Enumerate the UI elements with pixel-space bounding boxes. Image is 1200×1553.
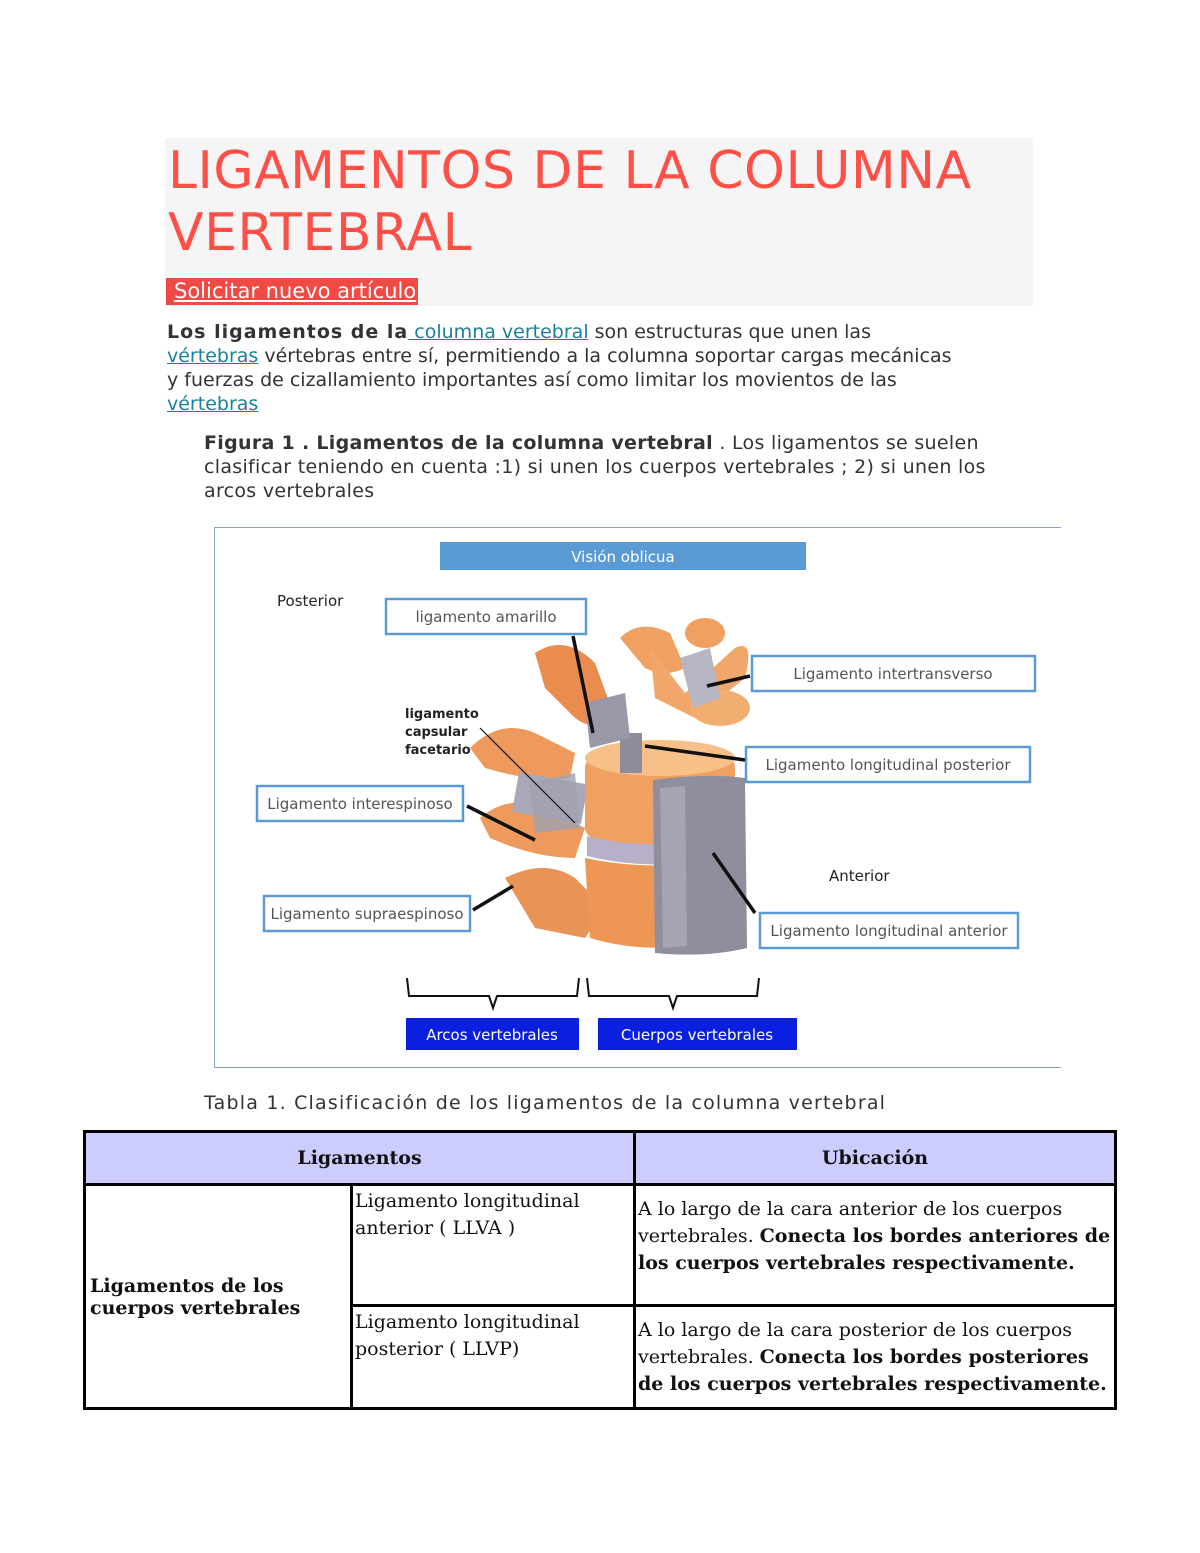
- row-ubicacion-llva: [635, 1185, 1116, 1306]
- ubic-bold-llvp: Conecta los bordes posteriores de los cuerpos vertebrales respectivamente.: [638, 1346, 1107, 1395]
- capsular-line-3: facetario: [405, 743, 471, 758]
- brace-arcos: [407, 978, 579, 1008]
- label-intertransverso: Ligamento intertransverso: [793, 665, 993, 683]
- vertebra-illustration: [470, 618, 750, 955]
- group-cell: Ligamentos de los cuerpos vertebrales: [85, 1185, 352, 1409]
- link-vertebras-1[interactable]: vértebras: [167, 345, 259, 367]
- ubic-bold-llva: Conecta los bordes anteriores de los cuerpos vertebrales respectivamente.: [638, 1225, 1111, 1274]
- ubic-text-llva: A lo largo de la cara anterior de los cuerpos vertebrales.: [638, 1198, 1063, 1247]
- spine-diagram: [215, 528, 1061, 1067]
- label-amarillo: ligamento amarillo: [415, 608, 557, 626]
- brace-cuerpos: [587, 978, 759, 1008]
- arcos-label: Arcos vertebrales: [426, 1026, 558, 1044]
- capsular-line-2: capsular: [405, 725, 468, 740]
- figure-caption: [204, 431, 1004, 503]
- table-title: Tabla 1. Clasificación de los ligamentos de la columna vertebral: [204, 1092, 887, 1114]
- row-name-llva: Ligamento longitudinal anterior ( LLVA ): [352, 1185, 635, 1306]
- cuerpos-label: Cuerpos vertebrales: [620, 1026, 774, 1044]
- table-header-row: [85, 1132, 1116, 1185]
- caption-text: . Los ligamentos se suelen clasificar teniendo en cuenta :1) si unen los cuerpos vertebrales ; 2) si unen los arcos vertebrales: [204, 432, 986, 502]
- ligament-table: [83, 1130, 1117, 1410]
- label-long-anterior: Ligamento longitudinal anterior: [770, 922, 1008, 940]
- label-long-posterior: Ligamento longitudinal posterior: [765, 756, 1011, 774]
- capsular-line-1: ligamento: [405, 707, 479, 722]
- intro-bold-lead: Los ligamentos de la: [167, 321, 409, 343]
- posterior-label: Posterior: [277, 592, 344, 610]
- label-supraespinoso: Ligamento supraespinoso: [270, 905, 464, 923]
- page-title: LIGAMENTOS DE LA COLUMNA VERTEBRAL: [168, 141, 972, 263]
- ubic-text-llvp: A lo largo de la cara posterior de los cuerpos vertebrales.: [638, 1319, 1073, 1368]
- caption-bold: Figura 1 . Ligamentos de la columna vertebral: [204, 432, 713, 454]
- anterior-label: Anterior: [829, 867, 890, 885]
- header-ubicacion: Ubicación: [635, 1132, 1116, 1185]
- intro-text-2: vértebras entre sí, permitiendo a la columna soportar cargas mecánicas y fuerzas de cizallamiento importantes así como limitar los movientos de las: [167, 345, 952, 391]
- row-ubicacion-llvp: [635, 1306, 1116, 1409]
- label-interespinoso: Ligamento interespinoso: [267, 795, 453, 813]
- table-row: [85, 1185, 1116, 1306]
- link-vertebras-2[interactable]: vértebras: [167, 393, 259, 415]
- spine-figure: [214, 527, 1061, 1068]
- request-article-button[interactable]: Solicitar nuevo artículo: [166, 278, 418, 305]
- intro-text-1: son estructuras que unen las: [588, 321, 871, 343]
- link-columna-vertebral[interactable]: columna vertebral: [408, 321, 589, 343]
- header-ligamentos: Ligamentos: [85, 1132, 635, 1185]
- row-name-llvp: Ligamento longitudinal posterior ( LLVP): [352, 1306, 635, 1409]
- intro-paragraph: [167, 320, 967, 416]
- vision-banner-text: Visión oblicua: [571, 548, 675, 566]
